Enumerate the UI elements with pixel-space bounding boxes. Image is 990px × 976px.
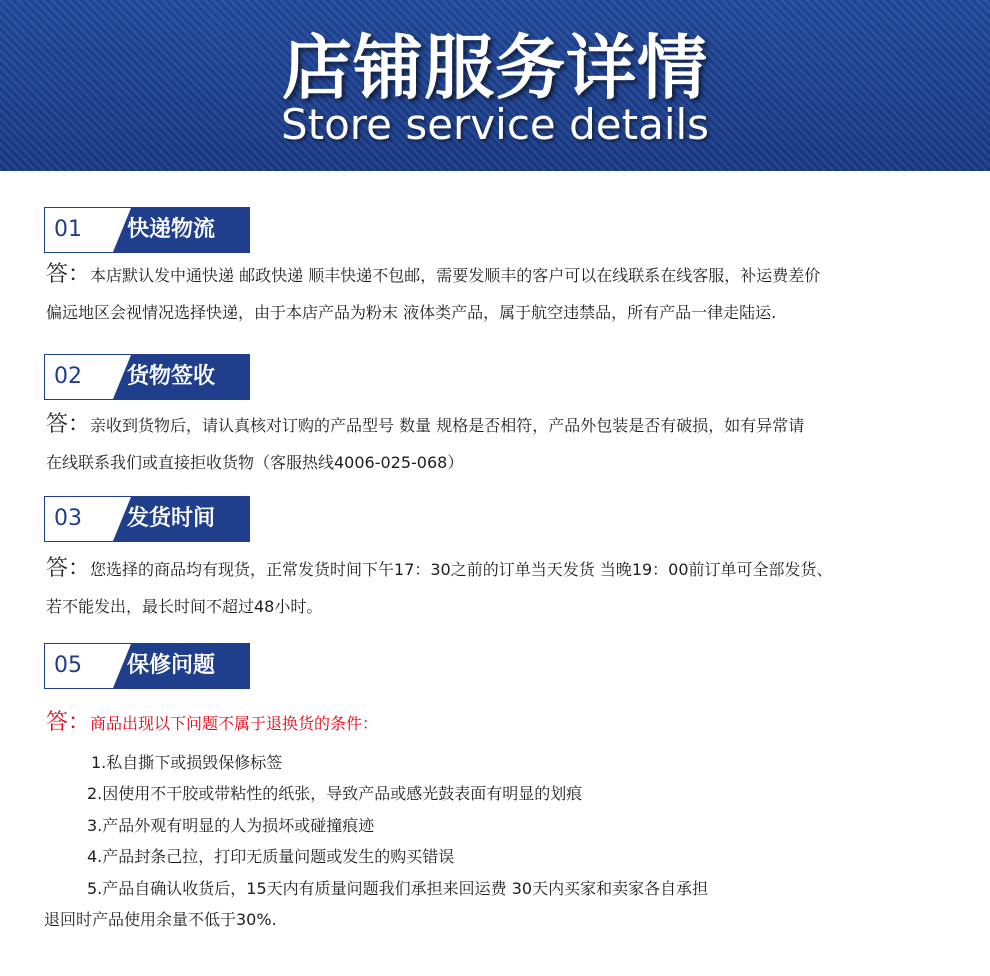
answer-prefix: 答： xyxy=(46,412,91,437)
page-subtitle: Store service details xyxy=(280,100,710,149)
section-title: 发货时间 xyxy=(127,506,216,531)
answer-text: 您选择的商品均有现货，正常发货时间下午17：30之前的订单当天发货 当晚19：00前订单可全部发货、 xyxy=(90,560,833,579)
answer-line xyxy=(46,413,804,438)
warranty-item: 1.私自撕下或损毁保修标签 xyxy=(91,753,283,772)
section-title: 保修问题 xyxy=(127,653,216,678)
header-banner xyxy=(0,0,990,171)
section-header-receipt xyxy=(44,354,250,400)
section-number: 02 xyxy=(54,364,82,389)
section-title: 快递物流 xyxy=(127,217,216,242)
warranty-item: 2.因使用不干胶或带粘性的纸张，导致产品或感光鼓表面有明显的划痕 xyxy=(87,784,583,803)
answer-prefix: 答： xyxy=(46,556,91,581)
warranty-intro xyxy=(46,711,378,736)
warranty-intro-text: 商品出现以下问题不属于退换货的条件： xyxy=(90,714,379,733)
warranty-item: 退回时产品使用余量不低于30%. xyxy=(44,910,277,929)
section-number: 03 xyxy=(54,506,82,531)
answer-line xyxy=(46,263,820,288)
section-header-shipping-time xyxy=(44,496,250,542)
page-title: 店铺服务详情 xyxy=(282,27,708,109)
warranty-item: 5.产品自确认收货后，15天内有质量问题我们承担来回运费 30天内买家和卖家各自承担 xyxy=(87,879,709,898)
section-header-logistics xyxy=(44,207,250,253)
answer-prefix: 答： xyxy=(46,710,91,735)
warranty-item: 4.产品封条己拉，打印无质量问题或发生的购买错误 xyxy=(87,847,455,866)
answer-text: 偏远地区会视情况选择快递，由于本店产品为粉末 液体类产品，属于航空违禁品，所有产品一律走陆运. xyxy=(46,303,777,322)
answer-line xyxy=(46,557,833,582)
answer-text: 本店默认发中通快递 邮政快递 顺丰快递不包邮，需要发顺丰的客户可以在线联系在线客服，补运费差价 xyxy=(90,266,821,285)
answer-text: 若不能发出，最长时间不超过48小时。 xyxy=(46,597,323,616)
section-number: 01 xyxy=(54,217,82,242)
section-title: 货物签收 xyxy=(127,364,216,389)
answer-text: 亲收到货物后，请认真核对订购的产品型号 数量 规格是否相符，产品外包装是否有破损，如有异常请 xyxy=(90,416,805,435)
warranty-item: 3.产品外观有明显的人为损坏或碰撞痕迹 xyxy=(87,816,375,835)
answer-text: 在线联系我们或直接拒收货物（客服热线4006-025-068） xyxy=(46,453,464,472)
section-number: 05 xyxy=(54,653,82,678)
section-header-warranty xyxy=(44,643,250,689)
answer-prefix: 答： xyxy=(46,262,91,287)
